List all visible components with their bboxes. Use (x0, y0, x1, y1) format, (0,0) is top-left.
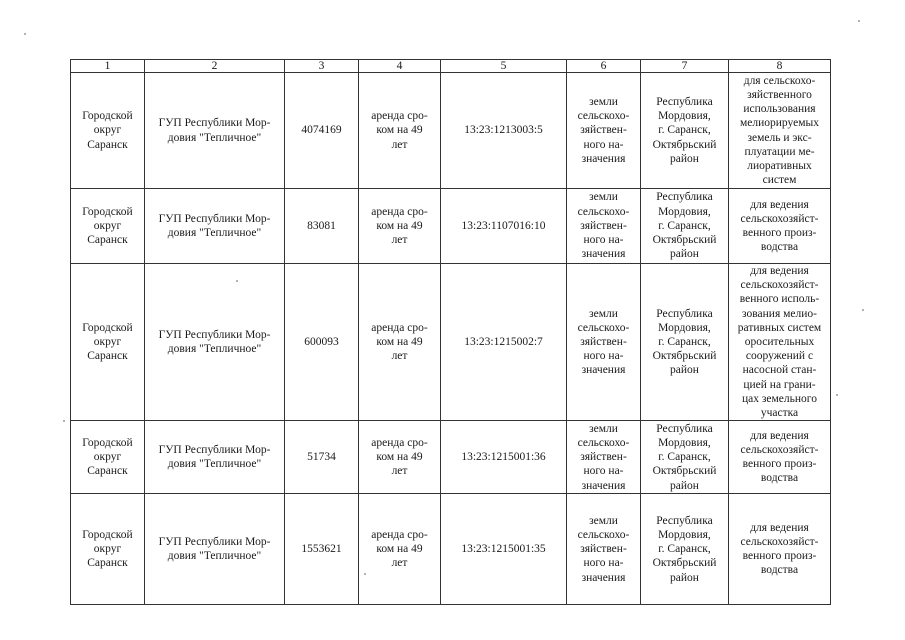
holder-cell (145, 494, 285, 605)
column-number: 8 (729, 60, 831, 73)
permitted-use-cell (729, 494, 831, 605)
cell-text-line: ного на- (583, 138, 624, 151)
municipality-cell (71, 73, 145, 189)
cell-text-line: район (670, 479, 699, 492)
municipality-cell (71, 189, 145, 264)
cell-text-line: Саранск (87, 557, 128, 570)
cell-text-line: 600093 (304, 336, 339, 349)
area-cell (285, 494, 359, 605)
cell-text-line: земли (589, 514, 618, 527)
cell-text-line: значения (581, 364, 626, 377)
cadastral-number-cell (441, 73, 567, 189)
table-row (71, 264, 831, 421)
cell-text-line: ного на- (583, 557, 624, 570)
cell-text-line: Саранск (87, 465, 128, 478)
cell-text-line: водства (760, 564, 799, 577)
cell-text-line: Октябрьский (652, 557, 717, 570)
location-cell (641, 494, 729, 605)
cell-text-line: зяйствен- (580, 219, 627, 232)
cell-text-line: г. Саранск, (658, 336, 711, 349)
cell-text-line: Октябрьский (652, 234, 717, 247)
land-category-cell (567, 73, 641, 189)
cell-text-line: ком на 49 (376, 124, 423, 137)
cell-text-line: зяйствен- (580, 543, 627, 556)
right-type-cell (359, 189, 441, 264)
cell-text-line: ком на 49 (376, 543, 423, 556)
cell-text-line: ГУП Республики Мор- (158, 117, 271, 130)
cell-text-line: сельскохо- (577, 110, 630, 123)
area-cell (285, 264, 359, 421)
cell-text-line: зяйствен- (580, 451, 627, 464)
column-number: 5 (441, 60, 567, 73)
area-cell (285, 73, 359, 189)
scan-speck (836, 394, 838, 396)
cell-text-line: ГУП Республики Мор- (158, 444, 271, 457)
cell-text-line: аренда сро- (371, 110, 428, 123)
cell-text-line: оросительных (744, 336, 815, 349)
holder-cell (145, 73, 285, 189)
column-number: 2 (145, 60, 285, 73)
cell-text-line: Мордовия, (658, 110, 711, 123)
municipality-cell (71, 264, 145, 421)
cell-text-line: для ведения (750, 521, 809, 534)
cell-text-line: Городской (82, 110, 133, 123)
cell-text-line: для ведения (750, 198, 809, 211)
cell-text-line: 13:23:1213003:5 (464, 124, 543, 137)
cell-text-line: для сельскохо- (743, 74, 816, 87)
column-number: 3 (285, 60, 359, 73)
location-cell (641, 264, 729, 421)
land-category-cell (567, 189, 641, 264)
cell-text-line: довия "Тепличное" (167, 458, 262, 471)
cell-text-line: мелиорируемых (740, 117, 819, 130)
cell-text-line: ного на- (583, 465, 624, 478)
column-number: 7 (641, 60, 729, 73)
cell-text-line: лет (391, 138, 408, 151)
scan-speck (862, 309, 864, 311)
cell-text-line: для ведения (750, 429, 809, 442)
cell-text-line: довия "Тепличное" (167, 550, 262, 563)
holder-cell (145, 421, 285, 494)
cell-text-line: район (670, 571, 699, 584)
cell-text-line: зования мелио- (742, 307, 817, 320)
cell-text-line: значения (581, 152, 626, 165)
cell-text-line: район (670, 364, 699, 377)
cell-text-line: водства (760, 472, 799, 485)
permitted-use-cell (729, 421, 831, 494)
cell-text-line: ком на 49 (376, 219, 423, 232)
cell-text-line: 4074169 (301, 124, 342, 137)
area-cell (285, 421, 359, 494)
cell-text-line: довия "Тепличное" (167, 227, 262, 239)
cell-text-line: сельскохозяйст- (740, 279, 819, 292)
cell-text-line: сельскохозяйст- (740, 212, 819, 225)
cell-text-line: 13:23:1215001:36 (461, 451, 546, 464)
cell-text-line: аренда сро- (371, 436, 428, 449)
cell-text-line: Октябрьский (652, 350, 717, 363)
cell-text-line: венного произ- (742, 550, 817, 563)
cell-text-line: Республика (656, 307, 713, 320)
cell-text-line: венного исполь- (739, 293, 820, 306)
column-number: 1 (71, 60, 145, 73)
cell-text-line: венного произ- (742, 227, 817, 239)
scan-speck (364, 573, 366, 575)
cell-text-line: Республика (656, 95, 713, 108)
cell-text-line: Республика (656, 422, 713, 435)
cell-text-line: земель и экс- (747, 131, 812, 144)
cell-text-line: насосной стан- (742, 364, 817, 377)
cell-text-line: венного произ- (742, 458, 817, 471)
cell-text-line: сельскохо- (577, 321, 630, 334)
cell-text-line: ного на- (583, 350, 624, 363)
cell-text-line: зяйствен- (580, 336, 627, 349)
cell-text-line: район (670, 152, 699, 165)
cell-text-line: Городской (82, 436, 133, 449)
cell-text-line: значения (581, 571, 626, 584)
permitted-use-cell (729, 264, 831, 421)
cell-text-line: г. Саранск, (658, 543, 711, 556)
cell-text-line: земли (589, 191, 618, 204)
cell-text-line: довия "Тепличное" (167, 343, 262, 356)
cell-text-line: сооружений с (745, 350, 814, 363)
column-number: 6 (567, 60, 641, 73)
cell-text-line: г. Саранск, (658, 124, 711, 137)
cell-text-line: 51734 (307, 451, 336, 464)
cell-text-line: Мордовия, (658, 205, 711, 218)
permitted-use-cell (729, 73, 831, 189)
municipality-cell (71, 494, 145, 605)
column-number: 4 (359, 60, 441, 73)
cell-text-line: плуатации ме- (744, 145, 815, 158)
cell-text-line: аренда сро- (371, 321, 428, 334)
cell-text-line: Городской (82, 205, 133, 218)
cell-text-line: ного на- (583, 234, 624, 247)
cell-text-line: Саранск (87, 234, 128, 247)
cell-text-line: водства (760, 241, 799, 254)
cadastral-number-cell (441, 421, 567, 494)
location-cell (641, 189, 729, 264)
cell-text-line: значения (581, 479, 626, 492)
right-type-cell (359, 494, 441, 605)
cell-text-line: г. Саранск, (658, 451, 711, 464)
cell-text-line: 13:23:1215002:7 (464, 336, 543, 349)
cell-text-line: округ (93, 336, 122, 349)
cell-text-line: цией на грани- (743, 378, 816, 391)
cell-text-line: округ (93, 124, 122, 137)
cell-text-line: лиоративных (747, 159, 812, 172)
cell-text-line: сельскохо- (577, 205, 630, 218)
land-plots-table (70, 59, 831, 605)
cell-text-line: зяйствен- (580, 124, 627, 137)
cell-text-line: земли (589, 422, 618, 435)
cell-text-line: ГУП Республики Мор- (158, 212, 271, 225)
cell-text-line: для ведения (750, 265, 809, 277)
scan-speck (236, 280, 238, 282)
cell-text-line: систем (762, 174, 797, 187)
scan-speck (858, 20, 860, 22)
cell-text-line: округ (93, 543, 122, 556)
cell-text-line: земли (589, 95, 618, 108)
cell-text-line: Республика (656, 514, 713, 527)
municipality-cell (71, 421, 145, 494)
table-row (71, 189, 831, 264)
holder-cell (145, 264, 285, 421)
cell-text-line: Республика (656, 191, 713, 204)
cell-text-line: 13:23:1107016:10 (461, 219, 546, 232)
cell-text-line: ком на 49 (376, 336, 423, 349)
cell-text-line: аренда сро- (371, 205, 428, 218)
cell-text-line: Городской (82, 321, 133, 334)
cell-text-line: округ (93, 219, 122, 232)
cell-text-line: лет (391, 465, 408, 478)
table-row (71, 494, 831, 605)
cell-text-line: 13:23:1215001:35 (461, 543, 546, 556)
holder-cell (145, 189, 285, 264)
cell-text-line: Городской (82, 528, 133, 541)
cell-text-line: 83081 (307, 219, 336, 232)
cell-text-line: лет (391, 350, 408, 363)
cadastral-number-cell (441, 264, 567, 421)
cell-text-line: аренда сро- (371, 528, 428, 541)
cell-text-line: Саранск (87, 138, 128, 151)
cell-text-line: 1553621 (301, 543, 342, 556)
cell-text-line: Мордовия, (658, 528, 711, 541)
cell-text-line: цах земельного (742, 392, 817, 405)
scan-speck (24, 33, 26, 35)
cell-text-line: участка (760, 407, 799, 420)
cadastral-number-cell (441, 189, 567, 264)
cell-text-line: ГУП Республики Мор- (158, 536, 271, 549)
permitted-use-cell (729, 189, 831, 264)
cell-text-line: ком на 49 (376, 451, 423, 464)
cell-text-line: район (670, 248, 699, 261)
cell-text-line: значения (581, 248, 626, 261)
cadastral-number-cell (441, 494, 567, 605)
cell-text-line: Октябрьский (652, 465, 717, 478)
cell-text-line: использования (743, 103, 816, 116)
right-type-cell (359, 73, 441, 189)
cell-text-line: земли (589, 307, 618, 320)
cell-text-line: ративных систем (737, 321, 822, 334)
cell-text-line: округ (93, 451, 122, 464)
table-row (71, 421, 831, 494)
cell-text-line: ГУП Республики Мор- (158, 328, 271, 341)
land-category-cell (567, 421, 641, 494)
cell-text-line: сельскохо- (577, 528, 630, 541)
cell-text-line: лет (391, 234, 408, 247)
column-number-row (71, 60, 831, 73)
cell-text-line: лет (391, 557, 408, 570)
cell-text-line: зяйственного (747, 88, 812, 101)
cell-text-line: Саранск (87, 350, 128, 363)
location-cell (641, 421, 729, 494)
cell-text-line: сельскохозяйст- (740, 444, 819, 457)
land-category-cell (567, 494, 641, 605)
right-type-cell (359, 421, 441, 494)
cell-text-line: Мордовия, (658, 436, 711, 449)
cell-text-line: Октябрьский (652, 138, 717, 151)
table-row (71, 73, 831, 189)
land-category-cell (567, 264, 641, 421)
cell-text-line: довия "Тепличное" (167, 131, 262, 144)
location-cell (641, 73, 729, 189)
cell-text-line: Мордовия, (658, 321, 711, 334)
cell-text-line: сельскохозяйст- (740, 536, 819, 549)
cell-text-line: сельскохо- (577, 436, 630, 449)
right-type-cell (359, 264, 441, 421)
cell-text-line: г. Саранск, (658, 219, 711, 232)
area-cell (285, 189, 359, 264)
scan-speck (63, 420, 65, 422)
